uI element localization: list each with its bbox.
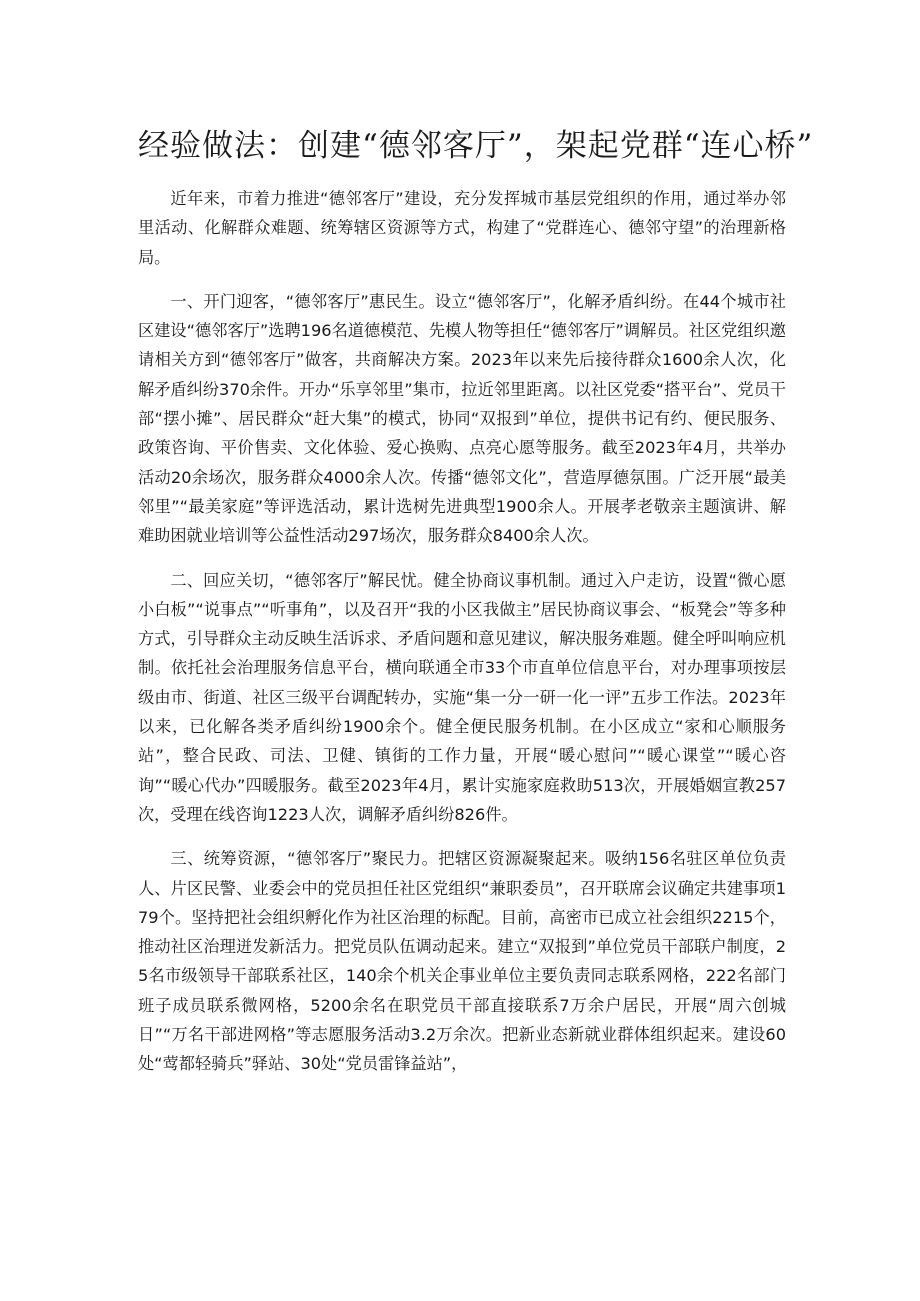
paragraph-section-1: 一、开门迎客，“德邻客厅”惠民生。设立“德邻客厅”，化解矛盾纠纷。在44个城市社区建设“德邻客厅”选聘196名道德模范、先模人物等担任“德邻客厅”调解员。社区党组织邀请相关方到“德邻客厅”做客，共商解决方案。2023年以来先后接待群众1600余人次，化解矛盾纠纷370余件。开办“乐享邻里”集市，拉近邻里距离。以社区党委“搭平台”、党员干部“摆小摊”、居民群众“赶大集”的模式，协同“双报到”单位，提供书记有约、便民服务、政策咨询、平价售卖、文化体验、爱心换购、点亮心愿等服务。截至2023年4月，共举办活动20余场次，服务群众4000余人次。传播“德邻文化”，营造厚德氛围。广泛开展“最美邻里”“最美家庭”等评选活动，累计选树先进典型1900余人。开展孝老敬亲主题演讲、解难助困就业培训等公益性活动297场次，服务群众8400余人次。 xyxy=(138,291,786,546)
paragraph-section-3: 三、统筹资源，“德邻客厅”聚民力。把辖区资源凝聚起来。吸纳156名驻区单位负责人、片区民警、业委会中的党员担任社区党组织“兼职委员”，召开联席会议确定共建事项179个。坚持把社会组织孵化作为社区治理的标配。目前，高密市已成立社会组织2215个，推动社区治理迸发新活力。把党员队伍调动起来。建立“双报到”单位党员干部联户制度，25名市级领导干部联系社区，140余个机关企事业单位主要负责同志联系网格，222名部门班子成员联系微网格，5200余名在职党员干部直接联系7万余户居民，开展“周六创城日”“万名干部进网格”等志愿服务活动3.2万余次。把新业态新就业群体组织起来。建设60处“莺都轻骑兵”驿站、30处“党员雷锋益站”， xyxy=(138,849,786,1074)
document-title: 经验做法：创建“德邻客厅”，架起党群“连心桥” xyxy=(138,128,814,164)
document-body xyxy=(138,184,786,1094)
paragraph-intro: 近年来，市着力推进“德邻客厅”建设，充分发挥城市基层党组织的作用，通过举办邻里活动、化解群众难题、统筹辖区资源等方式，构建了“党群连心、德邻守望”的治理新格局。 xyxy=(138,189,786,267)
paragraph-section-2: 二、回应关切，“德邻客厅”解民忧。健全协商议事机制。通过入户走访，设置“微心愿小白板”“说事点”“听事角”，以及召开“我的小区我做主”居民协商议事会、“板凳会”等多种方式，引导群众主动反映生活诉求、矛盾问题和意见建议，解决服务难题。健全呼叫响应机制。依托社会治理服务信息平台，横向联通全市33个市直单位信息平台，对办理事项按层级由市、街道、社区三级平台调配转办，实施“集一分一研一化一评”五步工作法。2023年以来，已化解各类矛盾纠纷1900余个。健全便民服务机制。在小区成立“家和心顺服务站”，整合民政、司法、卫健、镇街的工作力量，开展“暖心慰问”“暖心课堂”“暖心咨询”“暖心代办”四暖服务。截至2023年4月，累计实施家庭救助513次，开展婚姻宣教257次，受理在线咨询1223人次，调解矛盾纠纷826件。 xyxy=(138,570,786,824)
